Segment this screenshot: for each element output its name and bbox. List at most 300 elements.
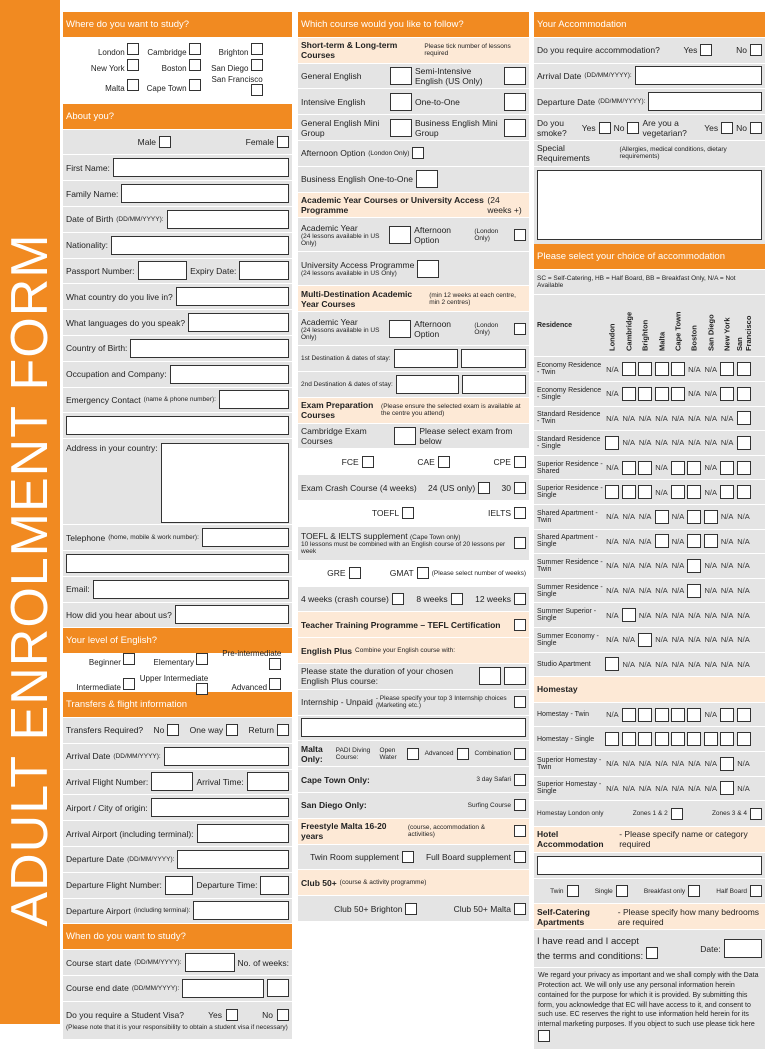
- accept-checkbox[interactable]: [646, 947, 658, 959]
- n30-checkbox[interactable]: [514, 482, 526, 494]
- home-option-checkbox[interactable]: [720, 708, 734, 722]
- date-field[interactable]: [724, 939, 762, 958]
- res-na-cell: N/A: [655, 561, 668, 571]
- club-malta-checkbox[interactable]: [514, 903, 526, 915]
- club-brighton-checkbox[interactable]: [405, 903, 417, 915]
- accom-arrival-field[interactable]: [635, 66, 762, 85]
- arrival-date-field[interactable]: [164, 747, 289, 766]
- res-na-cell: N/A: [622, 536, 636, 546]
- email-field[interactable]: [93, 580, 289, 599]
- res-na-cell: N/A: [704, 610, 717, 620]
- course-end-row: Course end date (DD/MM/YYYY):: [63, 976, 292, 1002]
- country-live-field[interactable]: [176, 287, 289, 306]
- us24-checkbox[interactable]: [478, 482, 490, 494]
- res-na-cell: N/A: [638, 413, 652, 423]
- afternoon-checkbox[interactable]: [412, 147, 424, 159]
- plus-header: English Plus Combine your English course with:: [298, 638, 529, 664]
- level-elementary: Elementary: [139, 653, 208, 667]
- uni-access-box[interactable]: [417, 260, 439, 278]
- multi-row: Academic Year (24 lessons available in US Only) Afternoon Option (London Only): [298, 312, 529, 346]
- telephone-row: Telephone (home, mobile & work number):: [63, 525, 292, 551]
- emergency-field[interactable]: [219, 390, 289, 409]
- second-dest-row: 2nd Destination & dates of stay:: [298, 372, 529, 398]
- cape-row: Cape Town Only: 3 day Safari: [298, 767, 529, 793]
- surf-checkbox[interactable]: [514, 799, 526, 811]
- home-option-checkbox[interactable]: [737, 732, 751, 746]
- level-upper: Upper Intermediate: [139, 674, 208, 697]
- res-label: Summer Residence - Single: [537, 583, 603, 598]
- course-start-field[interactable]: [185, 953, 235, 972]
- mini-group-box[interactable]: [390, 119, 412, 137]
- res-option-checkbox[interactable]: [687, 534, 701, 548]
- city-sanfrancisco-checkbox[interactable]: [251, 84, 263, 96]
- res-option-checkbox[interactable]: [704, 510, 718, 524]
- first-name-field[interactable]: [113, 158, 289, 177]
- res-option-checkbox[interactable]: [655, 362, 669, 376]
- city-london: London: [81, 43, 139, 57]
- res-option-checkbox[interactable]: [655, 534, 669, 548]
- weeks-field[interactable]: [267, 979, 289, 997]
- crash-row: Exam Crash Course (4 weeks) 24 (US only) 30: [298, 475, 529, 501]
- gre-row: GRE GMAT (Please select number of weeks): [298, 561, 529, 587]
- home-option-checkbox[interactable]: [720, 757, 734, 771]
- tefl-row: Teacher Training Programme – TEFL Certification: [298, 612, 529, 638]
- male-checkbox[interactable]: [159, 136, 171, 148]
- res-na-cell: N/A: [606, 610, 619, 620]
- res-option-checkbox[interactable]: [687, 559, 701, 573]
- academic-header: Academic Year Courses or University Access Programme (24 weeks +): [298, 193, 529, 219]
- home-na-cell: N/A: [622, 759, 636, 769]
- second-dest-field[interactable]: [396, 375, 460, 394]
- telephone-field-2[interactable]: [66, 554, 289, 573]
- res-option-checkbox[interactable]: [671, 362, 685, 376]
- res-na-cell: N/A: [688, 364, 701, 374]
- res-row: [534, 357, 765, 382]
- departure-flight-field[interactable]: [165, 876, 194, 895]
- res-label: Economy Residence - Single: [537, 386, 602, 401]
- home-row: [534, 727, 765, 752]
- home-option-checkbox[interactable]: [704, 732, 718, 746]
- departure-flight-row: Departure Flight Number: Departure Time:: [63, 873, 292, 899]
- supp-row: TOEFL & IELTS supplement (Cape Town only) 10 lessons must be combined with an English course of 20 lessons per week: [298, 527, 529, 561]
- res-na-cell: N/A: [655, 659, 668, 669]
- home-option-checkbox[interactable]: [720, 781, 734, 795]
- home-option-checkbox[interactable]: [655, 732, 669, 746]
- departure-airport-field[interactable]: [193, 901, 289, 920]
- intensive-box[interactable]: [390, 93, 412, 111]
- one-to-one-box[interactable]: [504, 93, 526, 111]
- res-na-cell: N/A: [688, 635, 701, 645]
- sc-header: Self-Catering Apartments - Please specify how many bedrooms are required: [534, 904, 765, 930]
- beginner-checkbox[interactable]: [123, 653, 135, 665]
- res-na-cell: N/A: [720, 512, 734, 522]
- personal-column: [63, 12, 292, 1032]
- cpe-checkbox[interactable]: [514, 456, 526, 468]
- home-na-cell: N/A: [671, 759, 685, 769]
- intern-field[interactable]: [301, 718, 526, 737]
- res-na-cell: N/A: [671, 512, 685, 522]
- languages-field[interactable]: [188, 313, 289, 332]
- afternoon-row: Afternoon Option (London Only): [298, 141, 529, 167]
- section-header: About you?: [63, 104, 292, 130]
- city-capetown-checkbox[interactable]: [189, 79, 201, 91]
- res-na-cell: N/A: [737, 659, 750, 669]
- passport-field[interactable]: [138, 261, 188, 280]
- arrival-flight-row: Arrival Flight Number: Arrival Time:: [63, 770, 292, 796]
- res-option-checkbox[interactable]: [638, 461, 652, 475]
- res-row: [534, 505, 765, 530]
- weeks-crash-row: 4 weeks (crash course) 8 weeks 12 weeks: [298, 587, 529, 613]
- city-brighton-checkbox[interactable]: [251, 43, 263, 55]
- privacy-checkbox[interactable]: [538, 1030, 550, 1042]
- res-na-cell: N/A: [720, 413, 734, 423]
- accom-yes-checkbox[interactable]: [700, 44, 712, 56]
- biz-one-row: Business English One-to-One: [298, 167, 529, 193]
- home-option-checkbox[interactable]: [622, 708, 636, 722]
- home-option-checkbox[interactable]: [687, 732, 701, 746]
- res-na-cell: N/A: [704, 364, 717, 374]
- res-na-cell: N/A: [638, 586, 652, 596]
- privacy-block: We regard your privacy as important and we shall comply with the Data Protection act. We will only use any personal information herein contained for the purpose for which it is provided. By submitting this form, you acknowledge that EC will have access to it, and consent to such use. EC reserves the right to use information held herein for its internal marketing purposes. If you object to such use please tick here: [534, 968, 765, 1049]
- res-option-checkbox[interactable]: [704, 534, 718, 548]
- tefl-checkbox[interactable]: [514, 619, 526, 631]
- home-option-checkbox[interactable]: [720, 732, 734, 746]
- res-label: Superior Residence - Single: [537, 485, 603, 500]
- semi-intensive-box[interactable]: [504, 67, 526, 85]
- first-dest-dates[interactable]: [461, 349, 526, 368]
- hotel-field[interactable]: [537, 856, 762, 875]
- res-option-checkbox[interactable]: [737, 387, 751, 401]
- res-option-checkbox[interactable]: [622, 387, 636, 401]
- home-na-cell: N/A: [606, 783, 619, 793]
- club-header: Club 50+ (course & activity programme): [298, 870, 529, 896]
- res-label: Economy Residence - Twin: [537, 362, 602, 377]
- female-checkbox[interactable]: [277, 136, 289, 148]
- departure-date-field[interactable]: [177, 850, 289, 869]
- visa-yes-checkbox[interactable]: [226, 1009, 238, 1021]
- res-na-cell: N/A: [638, 438, 652, 448]
- preint-checkbox[interactable]: [269, 658, 281, 670]
- veg-no-checkbox[interactable]: [750, 122, 762, 134]
- res-label: Studio Apartment: [537, 660, 591, 668]
- res-option-checkbox[interactable]: [655, 387, 669, 401]
- res-na-cell: N/A: [688, 438, 701, 448]
- dob-field[interactable]: [167, 210, 289, 229]
- res-option-checkbox[interactable]: [720, 387, 734, 401]
- accom-departure-field[interactable]: [648, 92, 762, 111]
- visa-no-checkbox[interactable]: [277, 1009, 289, 1021]
- level-beginner: Beginner: [66, 653, 135, 667]
- occupation-row: Occupation and Company:: [63, 362, 292, 388]
- res-na-cell: N/A: [720, 635, 734, 645]
- int-checkbox[interactable]: [123, 678, 135, 690]
- res-option-checkbox[interactable]: [622, 461, 636, 475]
- advanced-checkbox[interactable]: [269, 678, 281, 690]
- academic-year-box[interactable]: [389, 226, 411, 244]
- res-option-checkbox[interactable]: [638, 485, 652, 499]
- special-area: [534, 167, 765, 244]
- dob-row: Date of Birth (DD/MM/YYYY):: [63, 207, 292, 233]
- open-water-checkbox[interactable]: [407, 748, 419, 760]
- res-na-cell: N/A: [704, 487, 717, 497]
- first-name-row: First Name:: [63, 155, 292, 181]
- elementary-checkbox[interactable]: [196, 653, 208, 665]
- home-label: Superior Homestay - Single: [537, 781, 602, 796]
- res-option-checkbox[interactable]: [720, 461, 734, 475]
- res-na-cell: N/A: [704, 438, 717, 448]
- emergency-row-2: [63, 413, 292, 439]
- home-na-cell: N/A: [737, 783, 750, 793]
- city-sandiego-checkbox[interactable]: [251, 59, 263, 71]
- twelve-weeks-checkbox[interactable]: [514, 593, 526, 605]
- city-malta-checkbox[interactable]: [127, 79, 139, 91]
- combination-checkbox[interactable]: [514, 748, 526, 760]
- hear-field[interactable]: [175, 605, 289, 624]
- home-row: [534, 777, 765, 802]
- supp-checkbox[interactable]: [514, 537, 526, 549]
- res-option-checkbox[interactable]: [687, 485, 701, 499]
- res-option-checkbox[interactable]: [720, 362, 734, 376]
- res-option-checkbox[interactable]: [687, 584, 701, 598]
- res-option-checkbox[interactable]: [737, 485, 751, 499]
- toefl-row: TOEFL IELTS: [298, 501, 529, 527]
- hl-row: Homestay London only Zones 1 & 2 Zones 3 & 4: [534, 801, 765, 827]
- safari-checkbox[interactable]: [514, 774, 526, 786]
- res-na-cell: N/A: [704, 389, 717, 399]
- twin-supp-checkbox[interactable]: [402, 851, 414, 863]
- res-label: Summer Residence - Twin: [537, 558, 603, 573]
- res-option-checkbox[interactable]: [622, 608, 636, 622]
- fce-row: FCE CAE CPE: [298, 449, 529, 475]
- res-na-cell: N/A: [671, 610, 685, 620]
- res-na-cell: N/A: [720, 536, 734, 546]
- half-board-checkbox[interactable]: [750, 885, 762, 897]
- section-header: When do you want to study?: [63, 924, 292, 950]
- res-na-cell: N/A: [606, 512, 619, 522]
- res-option-checkbox[interactable]: [605, 485, 619, 499]
- gmat-checkbox[interactable]: [417, 567, 429, 579]
- res-option-checkbox[interactable]: [737, 362, 751, 376]
- residence-grid: [534, 357, 765, 677]
- origin-field[interactable]: [151, 798, 289, 817]
- smoke-yes-checkbox[interactable]: [599, 122, 611, 134]
- second-dest-dates[interactable]: [462, 375, 526, 394]
- res-na-cell: N/A: [655, 487, 668, 497]
- res-option-checkbox[interactable]: [605, 436, 619, 450]
- emergency-field-2[interactable]: [66, 416, 289, 435]
- gre-checkbox[interactable]: [349, 567, 361, 579]
- level-preint: Pre-intermediate: [212, 649, 281, 672]
- res-row: [534, 653, 765, 678]
- transfer-no-checkbox[interactable]: [167, 724, 179, 736]
- home-label: Homestay - Twin: [537, 711, 589, 719]
- res-na-cell: N/A: [704, 561, 717, 571]
- upper-checkbox[interactable]: [196, 683, 208, 695]
- city-capetown: Cape Town: [143, 79, 201, 93]
- twin-checkbox[interactable]: [567, 885, 579, 897]
- expiry-field[interactable]: [239, 261, 289, 280]
- res-option-checkbox[interactable]: [737, 411, 751, 425]
- occupation-field[interactable]: [170, 365, 289, 384]
- home-option-checkbox[interactable]: [638, 732, 652, 746]
- academic-afternoon-checkbox[interactable]: [514, 229, 526, 241]
- res-option-checkbox[interactable]: [638, 362, 652, 376]
- home-na-cell: N/A: [704, 710, 717, 720]
- breakfast-checkbox[interactable]: [688, 885, 700, 897]
- city-choices: [63, 38, 292, 104]
- hotel-header: Hotel Accommodation - Please specify name or category required: [534, 827, 765, 853]
- res-na-cell: N/A: [622, 561, 636, 571]
- ielts-checkbox[interactable]: [514, 507, 526, 519]
- biz-mini-box[interactable]: [504, 119, 526, 137]
- home-option-checkbox[interactable]: [622, 732, 636, 746]
- res-option-checkbox[interactable]: [622, 485, 636, 499]
- arrival-time-field[interactable]: [247, 772, 289, 791]
- toefl-checkbox[interactable]: [402, 507, 414, 519]
- fb-supp-checkbox[interactable]: [514, 851, 526, 863]
- intensive-row: Intensive English One-to-One: [298, 89, 529, 115]
- res-na-cell: N/A: [737, 635, 750, 645]
- res-option-checkbox[interactable]: [671, 485, 685, 499]
- course-column: [298, 12, 529, 1018]
- res-option-checkbox[interactable]: [655, 510, 669, 524]
- club-row: Club 50+ Brighton Club 50+ Malta: [298, 896, 529, 922]
- require-row: Do you require accommodation? Yes No: [534, 38, 765, 64]
- veg-yes-checkbox[interactable]: [721, 122, 733, 134]
- multi-afternoon-checkbox[interactable]: [514, 323, 526, 335]
- res-na-cell: N/A: [655, 586, 668, 596]
- arrival-date-row: Arrival Date (DD/MM/YYYY):: [63, 744, 292, 770]
- res-row: [534, 554, 765, 579]
- res-option-checkbox[interactable]: [638, 633, 652, 647]
- res-option-checkbox[interactable]: [737, 436, 751, 450]
- res-row: [534, 382, 765, 407]
- cae-checkbox[interactable]: [438, 456, 450, 468]
- board-row: Twin Single Breakfast only Half Board: [534, 879, 765, 905]
- course-end-field[interactable]: [182, 979, 264, 998]
- home-label: Homestay - Single: [537, 735, 595, 743]
- home-option-checkbox[interactable]: [655, 708, 669, 722]
- four-weeks-checkbox[interactable]: [392, 593, 404, 605]
- res-option-checkbox[interactable]: [622, 362, 636, 376]
- fce-checkbox[interactable]: [362, 456, 374, 468]
- cambridge-box[interactable]: [394, 427, 416, 445]
- special-field[interactable]: [537, 170, 762, 240]
- res-na-cell: N/A: [638, 561, 652, 571]
- res-option-checkbox[interactable]: [605, 657, 619, 671]
- plus-duration-box[interactable]: [479, 667, 501, 685]
- res-label: Summer Economy - Single: [537, 632, 599, 647]
- eight-weeks-checkbox[interactable]: [451, 593, 463, 605]
- res-option-checkbox[interactable]: [671, 387, 685, 401]
- accom-no-checkbox[interactable]: [750, 44, 762, 56]
- res-na-cell: N/A: [655, 438, 668, 448]
- home-option-checkbox[interactable]: [605, 732, 619, 746]
- res-option-checkbox[interactable]: [720, 485, 734, 499]
- multi-year-box[interactable]: [389, 320, 411, 338]
- arrival-airport-field[interactable]: [197, 824, 289, 843]
- home-option-checkbox[interactable]: [671, 708, 685, 722]
- res-row: [534, 480, 765, 505]
- res-option-checkbox[interactable]: [671, 461, 685, 475]
- res-na-cell: N/A: [688, 659, 701, 669]
- advanced-diving-checkbox[interactable]: [457, 748, 469, 760]
- single-checkbox[interactable]: [616, 885, 628, 897]
- res-na-cell: N/A: [622, 635, 636, 645]
- transfers-row: Transfers Required? No One way Return: [63, 718, 292, 744]
- res-option-checkbox[interactable]: [737, 461, 751, 475]
- nationality-field[interactable]: [111, 236, 289, 255]
- form-title: ADULT ENROLMENT FORM: [1, 233, 59, 927]
- departure-date-row: Departure Date (DD/MM/YYYY):: [63, 847, 292, 873]
- telephone-field[interactable]: [202, 528, 289, 547]
- return-checkbox[interactable]: [277, 724, 289, 736]
- home-label: Superior Homestay - Twin: [537, 756, 602, 771]
- city-london-checkbox[interactable]: [127, 43, 139, 55]
- arrival-airport-row: Arrival Airport (including terminal):: [63, 821, 292, 847]
- res-na-cell: N/A: [655, 610, 668, 620]
- multi-header: Multi-Destination Academic Year Courses (min 12 weeks at each centre, min 2 centres): [298, 286, 529, 312]
- res-option-checkbox[interactable]: [687, 461, 701, 475]
- arrival-flight-field[interactable]: [151, 772, 193, 791]
- res-option-checkbox[interactable]: [638, 387, 652, 401]
- city-boston-checkbox[interactable]: [189, 59, 201, 71]
- city-newyork-checkbox[interactable]: [127, 59, 139, 71]
- res-row: [534, 456, 765, 481]
- first-dest-field[interactable]: [394, 349, 459, 368]
- res-option-checkbox[interactable]: [687, 510, 701, 524]
- email-row: Email:: [63, 577, 292, 603]
- general-english-box[interactable]: [390, 67, 412, 85]
- res-na-cell: N/A: [671, 586, 685, 596]
- family-name-row: Family Name:: [63, 181, 292, 207]
- home-na-cell: N/A: [638, 783, 652, 793]
- malta-row: Malta Only: PADI Diving Course: Open Water Advanced Combination: [298, 741, 529, 767]
- zones12-checkbox[interactable]: [671, 808, 683, 820]
- res-na-cell: N/A: [606, 463, 619, 473]
- home-na-cell: N/A: [737, 759, 750, 769]
- freestyle-checkbox[interactable]: [514, 825, 526, 837]
- biz-one-box[interactable]: [416, 170, 438, 188]
- country-birth-field[interactable]: [130, 339, 289, 358]
- res-label: Summer Superior - Single: [537, 608, 597, 623]
- home-na-cell: N/A: [704, 783, 717, 793]
- cambridge-row: Cambridge Exam Courses Please select exam from below: [298, 424, 529, 450]
- departure-time-field[interactable]: [260, 876, 289, 895]
- res-na-cell: N/A: [622, 586, 636, 596]
- one-way-checkbox[interactable]: [226, 724, 238, 736]
- family-name-field[interactable]: [121, 184, 289, 203]
- zones34-checkbox[interactable]: [750, 808, 762, 820]
- homestay-header: Homestay: [534, 677, 765, 703]
- res-na-cell: N/A: [622, 512, 636, 522]
- address-field[interactable]: [161, 443, 289, 523]
- city-cambridge-checkbox[interactable]: [189, 43, 201, 55]
- res-label: Superior Residence - Shared: [537, 460, 603, 475]
- plus-duration-box-2[interactable]: [504, 667, 526, 685]
- telephone-row-2: [63, 551, 292, 577]
- home-option-checkbox[interactable]: [737, 708, 751, 722]
- city-brighton: Brighton: [205, 43, 263, 57]
- home-na-cell: N/A: [638, 759, 652, 769]
- smoke-no-checkbox[interactable]: [627, 122, 639, 134]
- res-na-cell: N/A: [606, 536, 619, 546]
- home-option-checkbox[interactable]: [671, 732, 685, 746]
- home-option-checkbox[interactable]: [687, 708, 701, 722]
- first-dest-row: 1st Destination & dates of stay:: [298, 346, 529, 372]
- intern-checkbox[interactable]: [514, 696, 526, 708]
- home-option-checkbox[interactable]: [638, 708, 652, 722]
